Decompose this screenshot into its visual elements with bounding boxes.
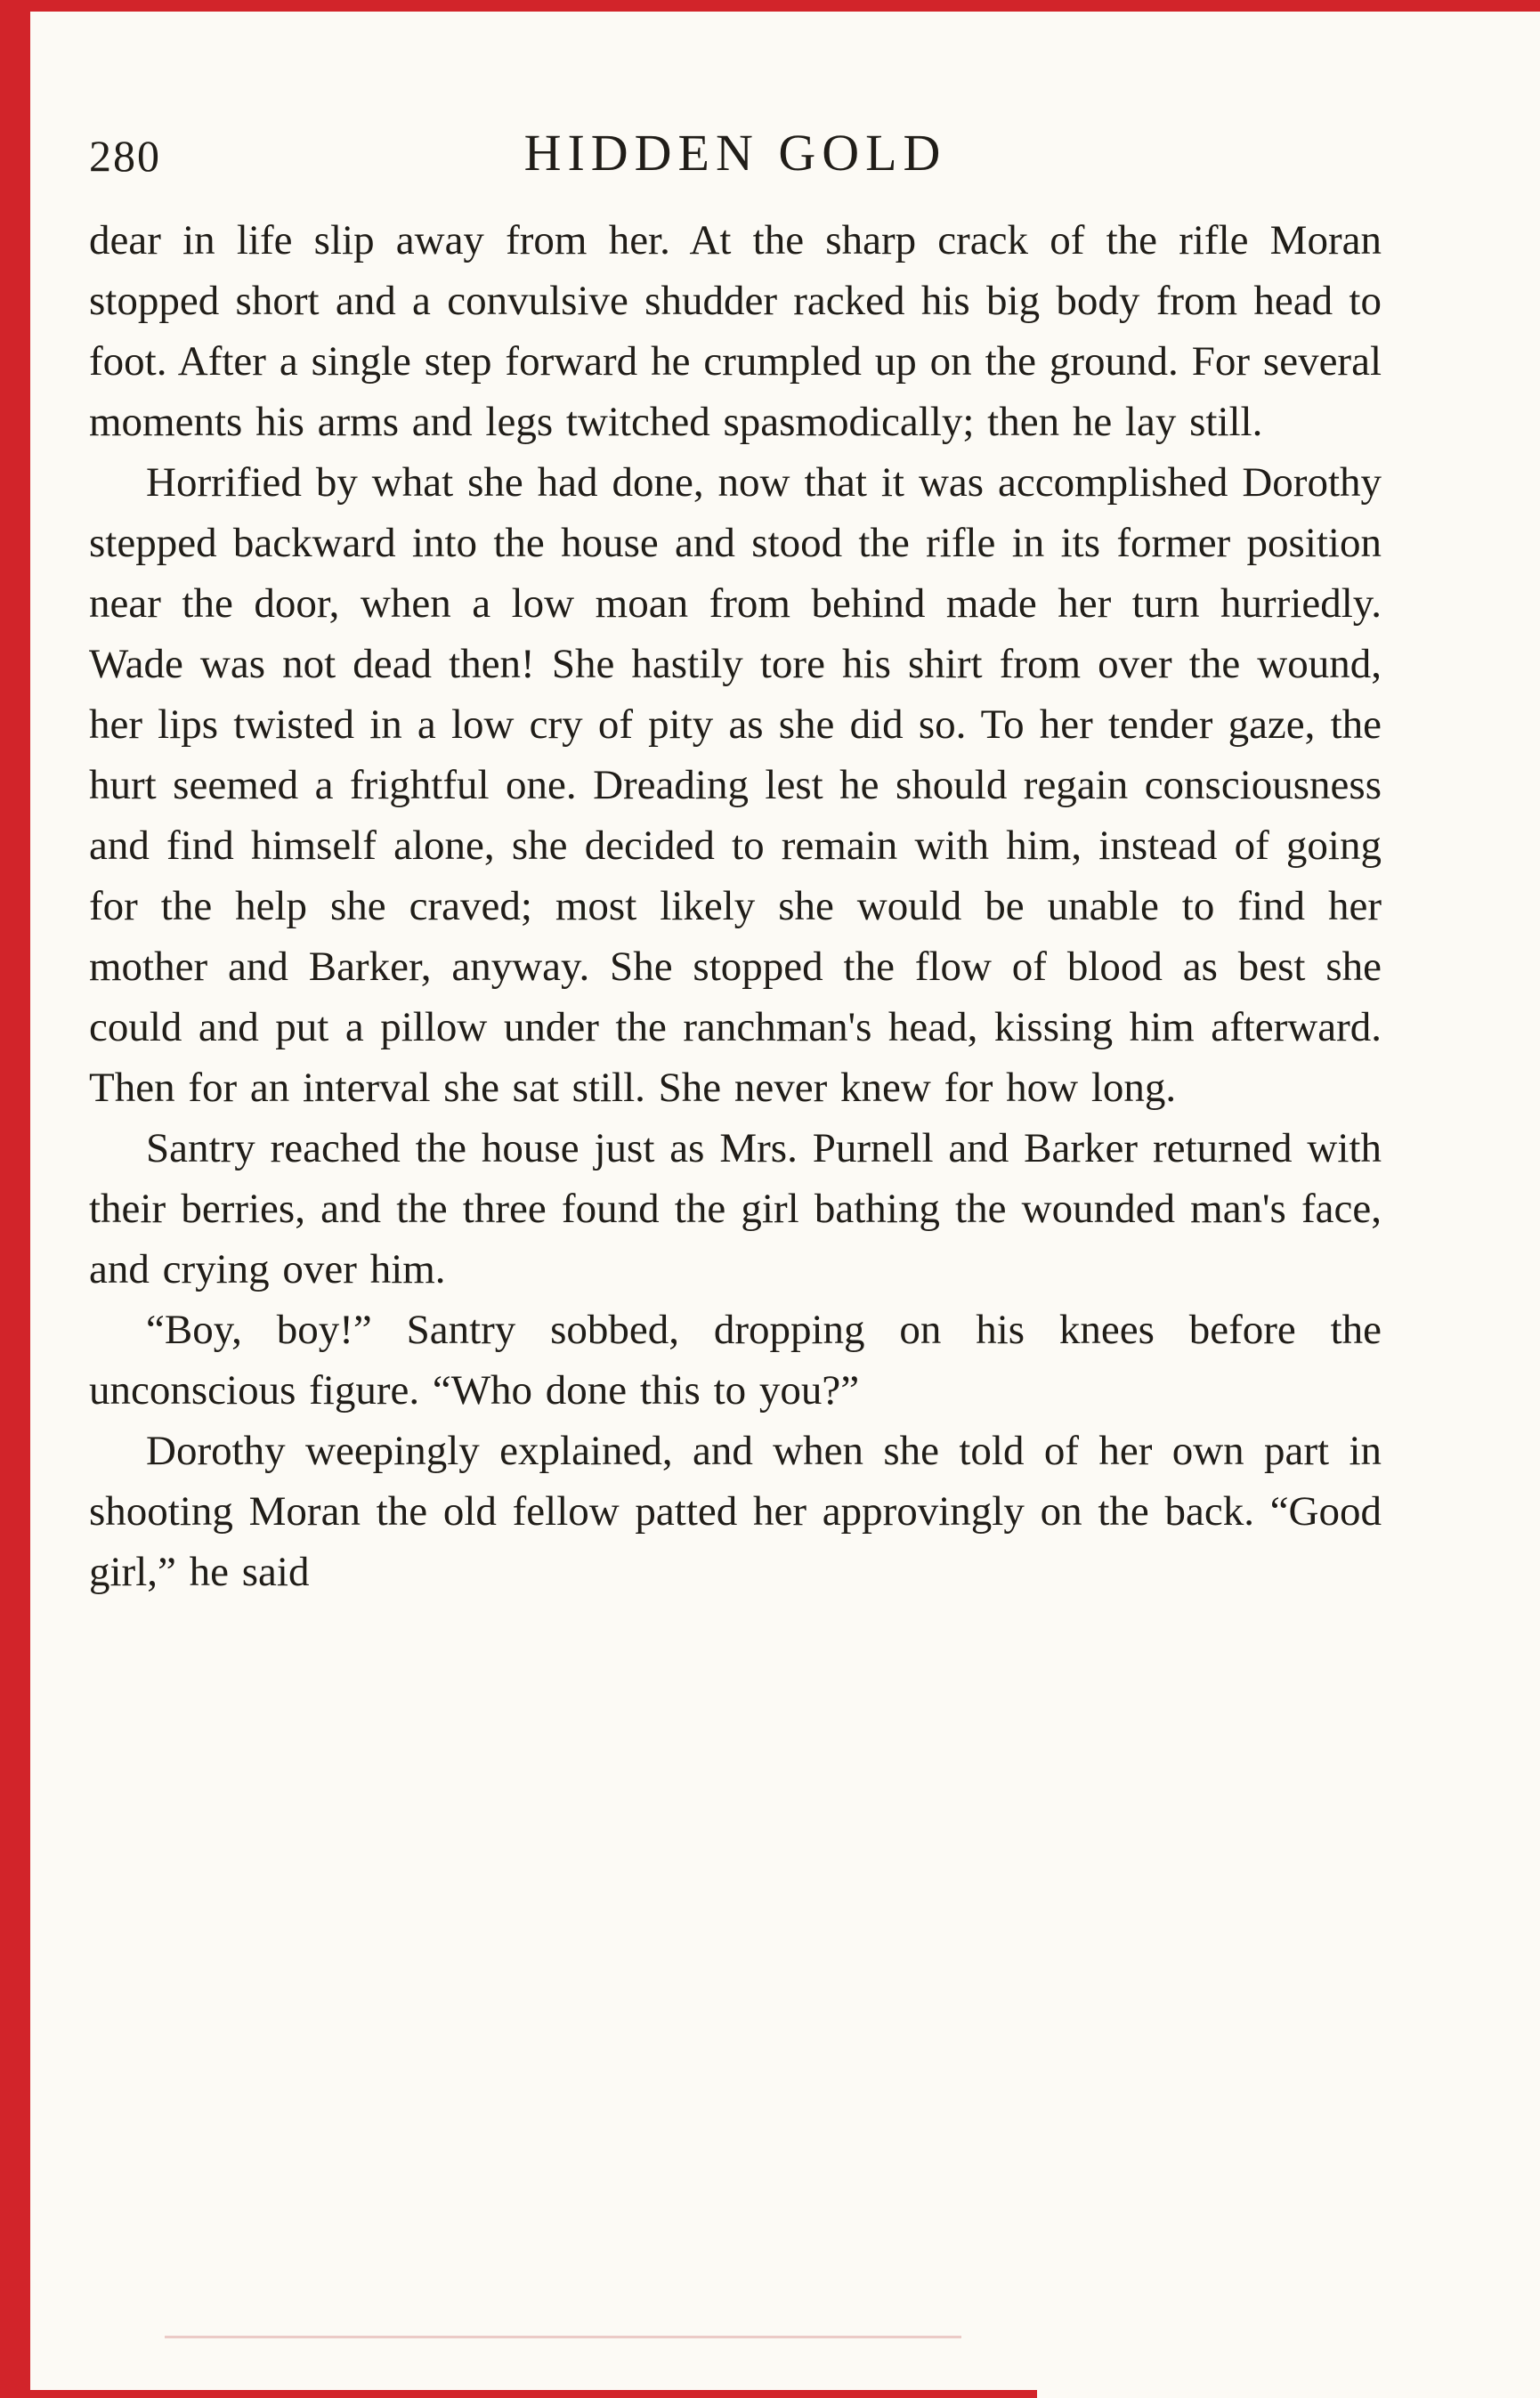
paragraph: Dorothy weepingly explained, and when she told of her own part in shooting Moran the old fellow patted her approvingly on the back. “Good girl,” he said [89, 1428, 1382, 1595]
scan-scratch-artifact [165, 2336, 961, 2338]
paragraph: Horrified by what she had done, now that it was accomplished Dorothy stepped backward into the house and stood the rifle in its former position near the door, when a low moan from behind made her turn hurriedly. Wade was not dead then! She hastily tore his shirt from over the wound, her lips twisted in a low cry of pity as she did so. To her tender gaze, the hurt seemed a frightful one. Dreading lest he should regain consciousness and find himself alone, she decided to remain with him, instead of going for the help she craved; most likely she would be unable to find her mother and Barker, anyway. She stopped the flow of blood as best she could and put a pillow under the ranchman's head, kissing him afterward. Then for an interval she sat still. She never knew for how long. [89, 459, 1382, 1111]
paragraph: “Boy, boy!” Santry sobbed, dropping on his knees before the unconscious figure. “Who done this to you?” [89, 1307, 1382, 1414]
body-text [89, 210, 1382, 1602]
red-scan-edge-left [0, 0, 30, 2398]
red-scan-edge-bottom [0, 2390, 1037, 2398]
book-title: HIDDEN GOLD [523, 124, 947, 182]
page-number: 280 [89, 131, 161, 181]
running-header [89, 0, 1382, 182]
page-content [89, 0, 1382, 1595]
paragraph: Santry reached the house just as Mrs. Purnell and Barker returned with their berries, and the three found the girl bathing the wounded man's face, and crying over him. [89, 1125, 1382, 1292]
paragraph: dear in life slip away from her. At the sharp crack of the rifle Moran stopped short and a convulsive shudder racked his big body from head to foot. After a single step forward he crumpled up on the ground. For several moments his arms and legs twitched spasmodically; then he lay still. [89, 217, 1382, 445]
